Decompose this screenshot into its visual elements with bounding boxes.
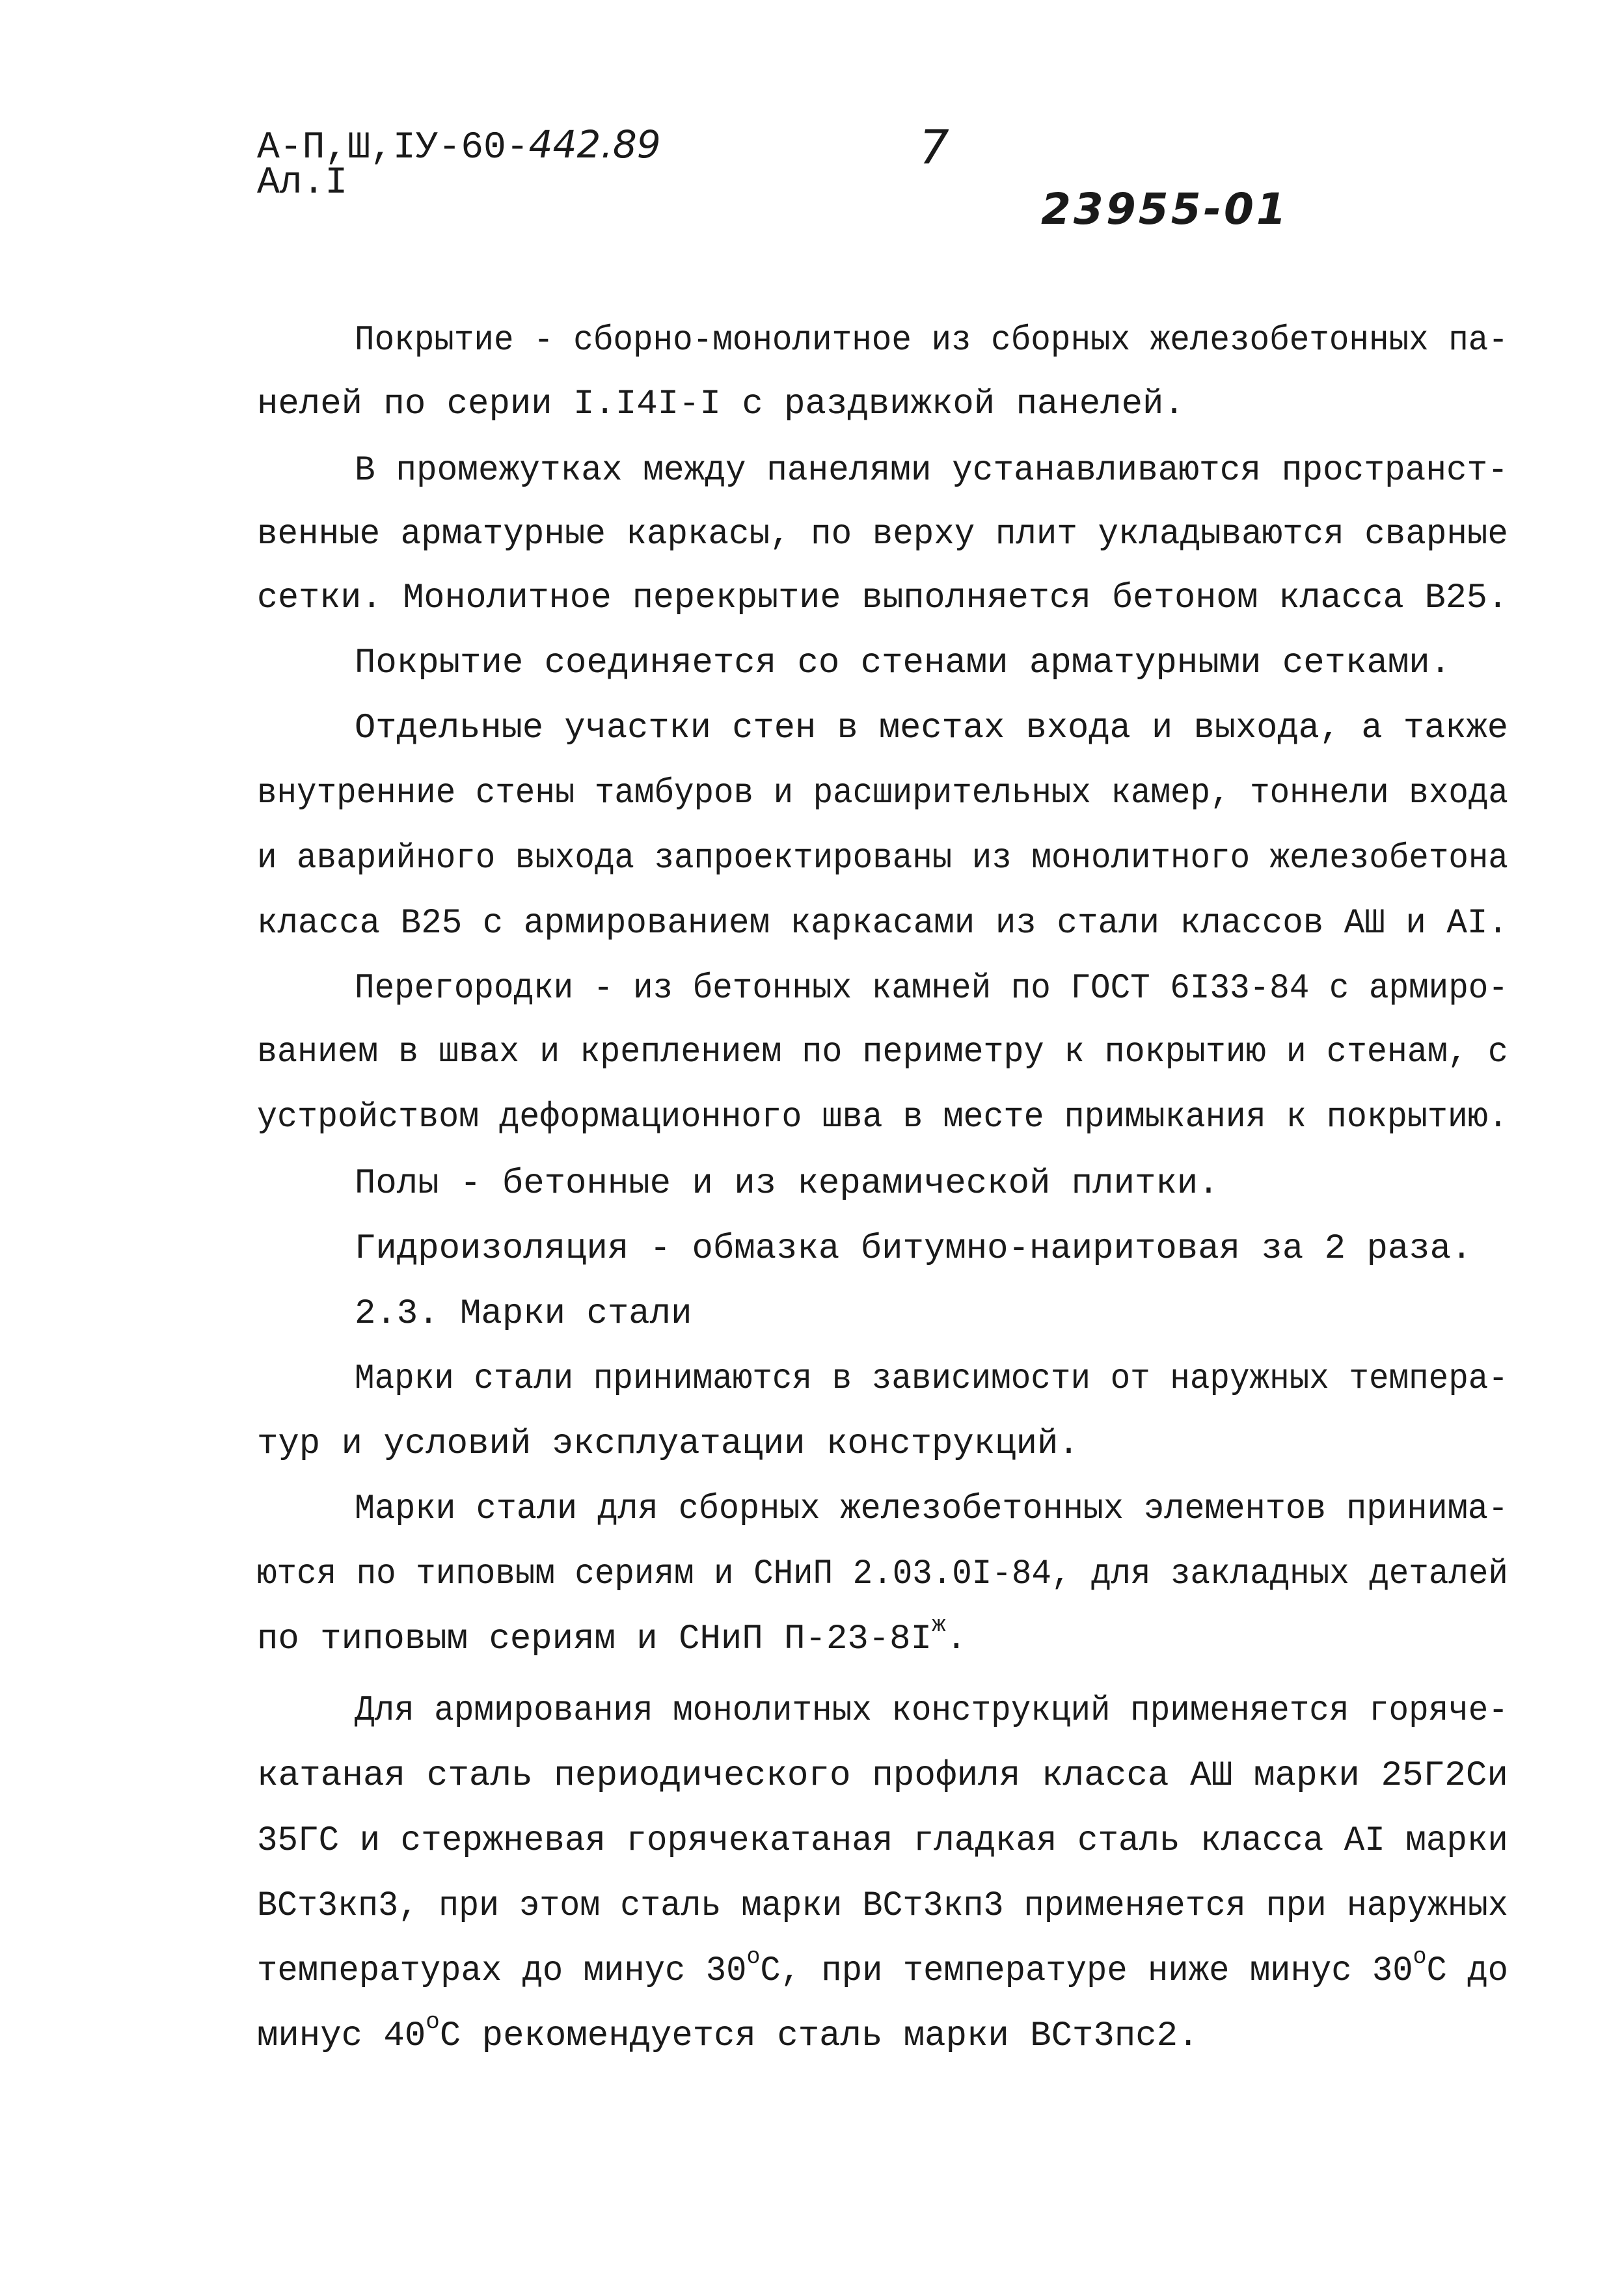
text-line: тур и условий эксплуатации конструкций. — [257, 1424, 1079, 1464]
text-line: нелей по серии I.I4I-I с раздвижкой панелей. — [257, 385, 1185, 424]
text-line: класса В25 с армированием каркасами из стали классов АШ и АI. — [257, 904, 1508, 943]
text-line — [257, 2009, 1199, 2056]
text-line: сетки. Монолитное перекрытие выполняется бетоном класса В25. — [257, 578, 1508, 618]
text-line: Гидроизоляция - обмазка битумно-наиритовая за 2 раза. — [355, 1229, 1472, 1269]
sheet-label: Ал.I — [257, 162, 348, 204]
document-code-printed: А-П,Ш,IУ-60- — [257, 127, 529, 169]
text-line: внутренние стены тамбуров и расширительных камер, тоннели входа — [257, 774, 1508, 813]
superscript: ж — [931, 1612, 946, 1638]
document-code-handwritten: 442.89 — [528, 122, 661, 167]
text-segment: минус 40 — [257, 2016, 426, 2056]
superscript: о — [1413, 1944, 1427, 1970]
text-line: Покрытие соединяется со стенами арматурными сетками. — [355, 643, 1452, 683]
text-line — [257, 1612, 967, 1659]
text-segment: С до — [1426, 1951, 1508, 1991]
text-segment: температурах до минус 30 — [257, 1951, 747, 1991]
text-line: венные арматурные каркасы, по верху плит укладываются сварные — [257, 515, 1508, 554]
page-number: 7 — [919, 120, 949, 174]
text-segment: С, при температуре ниже минус 30 — [760, 1951, 1413, 1991]
text-segment: . — [945, 1619, 967, 1659]
text-line: Марки стали для сборных железобетонных элементов принима- — [355, 1489, 1509, 1529]
document-number: 23955-01 — [1041, 184, 1289, 234]
text-segment: С рекомендуется сталь марки ВСт3пс2. — [439, 2016, 1199, 2056]
text-line — [257, 1944, 1508, 1991]
text-line: устройством деформационного шва в месте примыкания к покрытию. — [257, 1098, 1508, 1137]
superscript: о — [426, 2009, 440, 2035]
text-line: 35ГС и стержневая горячекатаная гладкая сталь класса АI марки — [257, 1821, 1508, 1861]
text-segment: по типовым сериям и СНиП П-23-8I — [257, 1619, 932, 1659]
text-line: Марки стали принимаются в зависимости от наружных темпера- — [355, 1359, 1508, 1399]
text-line: Отдельные участки стен в местах входа и выхода, а также — [355, 709, 1509, 748]
text-line: Для армирования монолитных конструкций применяется горяче- — [355, 1691, 1508, 1731]
text-line: Полы - бетонные и из керамической плитки. — [355, 1164, 1219, 1204]
superscript: о — [746, 1944, 761, 1970]
text-line: В промежутках между панелями устанавливаются пространст- — [355, 451, 1508, 491]
text-line: 2.3. Марки стали — [355, 1294, 692, 1334]
text-line: ются по типовым сериям и СНиП 2.03.0I-84, для закладных деталей — [257, 1554, 1508, 1594]
text-line: катаная сталь периодического профиля класса АШ марки 25Г2Си — [257, 1756, 1509, 1796]
text-line: ВСт3кп3, при этом сталь марки ВСт3кп3 применяется при наружных — [257, 1886, 1508, 1926]
text-line: и аварийного выхода запроектированы из монолитного железобетона — [257, 839, 1508, 878]
text-line: Перегородки - из бетонных камней по ГОСТ 6I33-84 с армиро- — [355, 969, 1508, 1009]
text-line: ванием в швах и креплением по периметру к покрытию и стенам, с — [257, 1033, 1508, 1072]
text-line: Покрытие - сборно-монолитное из сборных железобетонных па- — [355, 321, 1508, 360]
